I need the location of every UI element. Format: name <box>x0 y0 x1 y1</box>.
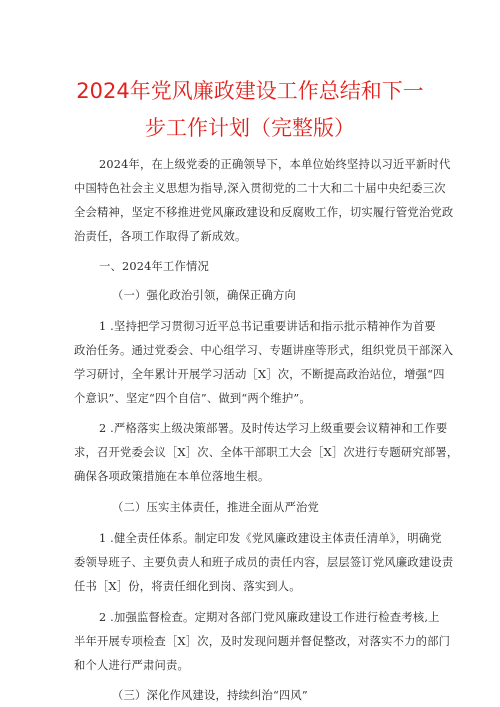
item3-line: 任书［X］份，将责任细化到岗、落实到人。 <box>74 580 301 593</box>
intro-line: 中国特色社会主义思想为指导,深入贯彻党的二十大和二十届中央纪委三次 <box>74 182 446 195</box>
section1-heading: 一、2024年工作情况 <box>99 260 210 273</box>
item2-line: 求，召开党委会议［X］次、全体干部职工大会［X］次进行专题研究部署， <box>74 446 459 459</box>
subsection1-heading: （一）强化政治引领，确保正确方向 <box>112 289 296 302</box>
item3-line: 1 .健全责任体系。制定印发《党风廉政建设主体责任清单》，明确党 <box>99 532 442 545</box>
item1-line: 政治任务。通过党委会、中心组学习、专题讲座等形式，组织党员干部深入 <box>74 344 454 357</box>
item2-line: 确保各项政策措施在本单位落地生根。 <box>74 470 270 483</box>
item1-line: 学习研讨，全年累计开展学习活动［X］次，不断提高政治站位，增强“四 <box>74 368 445 381</box>
item1-line: 1 .坚持把学习贯彻习近平总书记重要讲话和指示批示精神作为首要 <box>99 320 436 333</box>
item3-line: 委领导班子、主要负责人和班子成员的责任内容，层层签订党风廉政建设责 <box>74 556 454 569</box>
intro-line: 治责任，各项工作取得了新成效。 <box>74 230 247 243</box>
item4-line: 和个人进行严肃问责。 <box>74 659 189 672</box>
item4-line: 半年开展专项检查［X］次，及时发现问题并督促整改，对落实不力的部门 <box>74 635 451 648</box>
document-title-line1: 2024年党风廉政建设工作总结和下一 <box>76 79 424 103</box>
intro-line: 2024年，在上级党委的正确领导下，本单位始终坚持以习近平新时代 <box>99 158 451 171</box>
subsection3-heading: （三）深化作风建设，持续纠治“四风” <box>112 689 308 702</box>
item1-line: 个意识”、坚定“四个自信”、做到“两个维护”。 <box>74 392 311 405</box>
item2-line: 2 .严格落实上级决策部署。及时传达学习上级重要会议精神和工作要 <box>99 422 448 435</box>
subsection2-heading: （二）压实主体责任，推进全面从严治党 <box>112 501 319 514</box>
document-title-line2: 步工作计划（完整版） <box>145 116 355 140</box>
intro-line: 全会精神，坚定不移推进党风廉政建设和反腐败工作，切实履行管党治党政 <box>74 206 454 219</box>
item4-line: 2 .加强监督检查。定期对各部门党风廉政建设工作进行检查考核,上 <box>99 611 440 624</box>
